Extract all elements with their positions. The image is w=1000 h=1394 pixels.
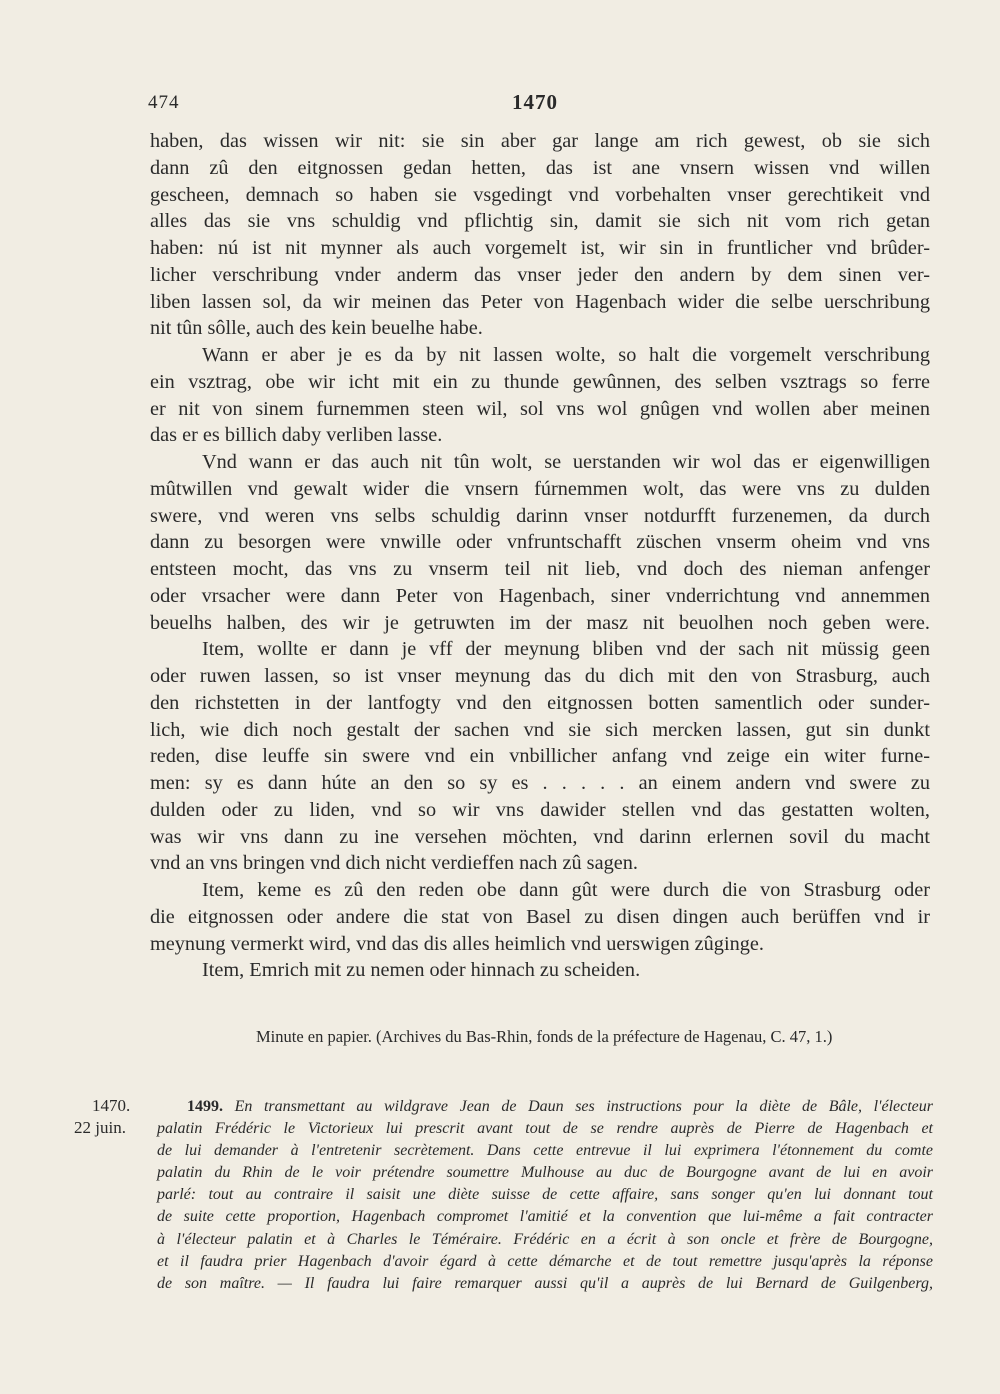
text-line: oder vrsacher were dann Peter von Hagenbach, siner vnderrichtung vnd annemmen xyxy=(150,584,930,607)
text-line: Vnd wann er das auch nit tûn wolt, se uerstanden wir wol das er eigenwilligen xyxy=(202,451,930,473)
text-line: swere, vnd weren vns selbs schuldig darinn vnser notdurfft furzenemen, da durch xyxy=(150,504,930,527)
text-line: ein vsztrag, obe wir icht mit ein zu thunde gewûnnen, des selben vsztrags so ferre xyxy=(150,370,930,393)
text-line: gescheen, demnach so haben sie vsgedingt vnd vorbehalten vnser gerechtikeit vnd xyxy=(150,183,930,206)
text-line: haben: nú ist nit mynner als auch vorgemelt ist, wir sin in fruntlicher vnd brûder- xyxy=(150,237,930,259)
text-line: mûtwillen vnd gewalt wider die vnsern fúrnemmen wolt, das were vns zu dulden xyxy=(150,477,930,500)
margin-date-day: 22 juin. xyxy=(74,1118,126,1137)
text-line: liben lassen sol, da wir meinen das Peter von Hagenbach wider die selbe uerschribung xyxy=(150,290,930,313)
text-line: Item, keme es zû den reden obe dann gût were durch die von Strasburg oder xyxy=(202,879,930,901)
text-line: reden, dise leuffe sin swere vnd ein vnbillicher anfang vnd zeige ein witer furne- xyxy=(150,745,930,768)
text-line: oder ruwen lassen, so ist vnser meynung das du dich mit den von Strasburg, auch xyxy=(150,665,930,687)
regest-line: à l'électeur palatin et à Charles le Téméraire. Frédéric en a écrit à son oncle et frère de Bourgogne, xyxy=(157,1230,933,1248)
text-line: vnd an vns bringen vnd dich nicht verdieffen nach zû sagen. xyxy=(150,852,638,875)
running-head-year: 1470 xyxy=(512,90,558,114)
text-line: das er es billich daby verliben lasse. xyxy=(150,424,443,447)
text-line: alles das sie vns schuldig vnd pflichtig sin, damit sie sich nit vom rich getan xyxy=(150,210,930,233)
regest-line: palatin Frédéric le Victorieux lui prescrit avant tout de se rendre auprès de Pierre de Hagenbach et xyxy=(157,1120,933,1138)
text-line: licher verschribung vnder anderm das vnser jeder den andern by dem sinen ver- xyxy=(150,263,930,286)
margin-date-year: 1470. xyxy=(92,1096,131,1115)
text-line: dann zu besorgen were vnwille oder vnfruntschafft züschen vnserm oheim vnd vns xyxy=(150,531,930,554)
text-line: die eitgnossen oder andere die stat von Basel zu disen dingen auch berüffen vnd ir xyxy=(150,905,930,928)
text-line: den richstetten in der lantfogty vnd den eitgnossen botten samentlich oder sunder- xyxy=(150,691,930,714)
main-text xyxy=(150,128,930,984)
page-number: 474 xyxy=(148,92,180,113)
text-line: lich, wie dich noch gestalt der sachen vnd sie sich mercken lassen, gut sin dunkt xyxy=(150,718,930,741)
text-line: men: sy es dann húte an den so sy es . . . . . an einem andern vnd swere zu xyxy=(150,772,930,794)
text-line: entsteen mocht, das vns zu vnserm teil nit lieb, vnd doch des nieman anfenger xyxy=(150,558,930,580)
text-line: dann zû den eitgnossen gedan hetten, das ist ane vnsern wissen vnd willen xyxy=(150,156,930,179)
regest-number: 1499. xyxy=(187,1098,223,1115)
regest-line-text: En transmettant au wildgrave Jean de Daun ses instructions pour la diète de Bâle, l'électeur xyxy=(234,1098,934,1115)
text-line: Item, Emrich mit zu nemen oder hinnach zu scheiden. xyxy=(202,959,641,982)
text-line: haben, das wissen wir nit: sie sin aber gar lange am rich gewest, ob sie sich xyxy=(150,130,930,152)
regest-summary xyxy=(157,1096,933,1295)
text-line: er nit von sinem furnemmen steen wil, sol vns wol gnûgen vnd wollen aber meinen xyxy=(150,397,930,420)
regest-line: de lui demander à l'entretenir secrètement. Dans cette entrevue il lui exprimera l'étonnement du comte xyxy=(157,1142,933,1160)
text-line: meynung vermerkt wird, vnd das dis alles heimlich vnd uerswigen zûginge. xyxy=(150,932,764,955)
text-line: Wann er aber je es da by nit lassen wolte, so halt die vorgemelt verschribung xyxy=(202,344,930,366)
text-line: Item, wollte er dann je vff der meynung bliben vnd der sach nit müssig geen xyxy=(202,638,930,661)
text-line: nit tûn sôlle, auch des kein beuelhe habe. xyxy=(150,317,483,340)
text-line: dulden oder zu liden, vnd so wir vns dawider stellen vnd das gestatten wolten, xyxy=(150,798,930,821)
regest-line xyxy=(157,1096,933,1118)
text-line: beuelhs halben, des wir je getruwten im der masz nit beuolhen noch geben were. xyxy=(150,611,930,634)
regest-line: parlé: tout au contraire il saisit une diète suisse de cette affaire, sans songer qu'en lui donnant tout xyxy=(157,1186,933,1204)
regest-line: palatin du Rhin de le voir prétendre soumettre Mulhouse au duc de Bourgogne avant de lui en avoir xyxy=(157,1164,933,1182)
source-note: Minute en papier. (Archives du Bas-Rhin, fonds de la préfecture de Hagenau, C. 47, 1.) xyxy=(256,1027,833,1046)
regest-line: et il faudra prier Hagenbach d'avoir égard à cette démarche et de tout remettre jusqu'après la réponse xyxy=(157,1252,933,1270)
regest-line: de son maître. — Il faudra lui faire remarquer aussi qu'il a auprès de lui Bernard de Guilgenberg, xyxy=(157,1274,933,1292)
regest-line: de suite cette proportion, Hagenbach compromet l'amitié et la convention que lui-même a fait contracter xyxy=(157,1208,933,1226)
text-line: was wir vns dann zu ine versehen möchten, vnd darinn erlernen sovil du macht xyxy=(150,825,930,848)
